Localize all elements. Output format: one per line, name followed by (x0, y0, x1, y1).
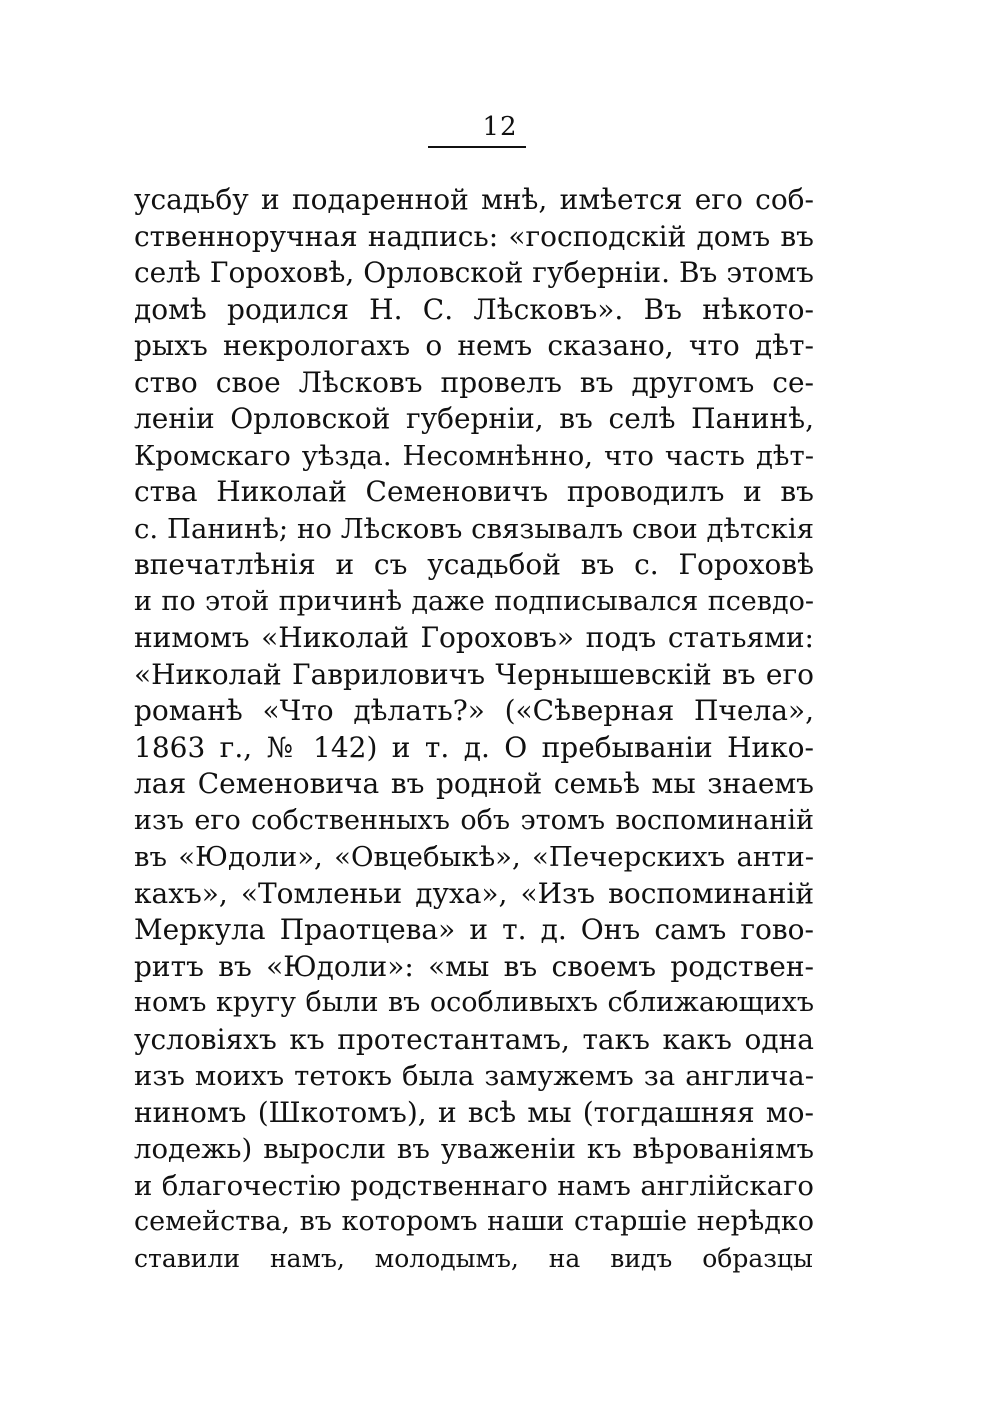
text-line: «Николай Гавриловичъ Чернышевскій въ его (134, 657, 814, 691)
text-line: и благочестію родственнаго намъ англійскаго (134, 1169, 814, 1202)
text-line: селѣ Гороховѣ, Орловской губерніи. Въ этомъ (134, 256, 814, 289)
text-line: ниномъ (Шкотомъ), и всѣ мы (тогдашняя мо- (134, 1095, 814, 1129)
text-line: условіяхъ къ протестантамъ, такъ какъ одна (134, 1022, 814, 1056)
page-number-rule (428, 146, 526, 148)
page-number: 12 (482, 112, 518, 142)
text-line: домѣ родился Н. С. Лѣсковъ». Въ нѣкото- (134, 292, 814, 326)
text-line: нимомъ «Николай Гороховъ» подъ статьями: (134, 621, 814, 654)
text-line: рыхъ некрологахъ о немъ сказано, что дѣт- (134, 329, 814, 362)
text-line: ритъ въ «Юдоли»: «мы въ своемъ родствен- (134, 949, 814, 983)
text-line: 1863 г., № 142) и т. д. О пребываніи Нико- (134, 730, 814, 764)
text-line: Меркула Праотцева» и т. д. Онъ самъ гово- (134, 913, 814, 946)
text-line: впечатлѣнія и съ усадьбой въ с. Гороховѣ (134, 548, 814, 581)
body-text (134, 182, 814, 1277)
text-line: ставили намъ, молодымъ, на видъ образцы (134, 1243, 813, 1273)
text-line: ственноручная надпись: «господскій домъ въ (134, 219, 814, 253)
text-line: лодежь) выросли въ уваженіи къ вѣрованіямъ (134, 1133, 814, 1165)
text-line: лая Семеновича въ родной семьѣ мы знаемъ (134, 767, 814, 800)
text-line: с. Панинѣ; но Лѣсковъ связывалъ свои дѣтскія (134, 512, 814, 545)
text-line: изъ моихъ тетокъ была замужемъ за англича- (134, 1060, 814, 1092)
text-line: кахъ», «Томленьи духа», «Изъ воспоминаній (134, 876, 814, 910)
text-line: и по этой причинѣ даже подписывался псевдо- (134, 585, 814, 617)
text-line: Кромскаго уѣзда. Несомнѣнно, что часть дѣт- (134, 439, 814, 472)
text-line: усадьбу и подаренной мнѣ, имѣется его соб- (134, 183, 814, 216)
text-line: ство свое Лѣсковъ провелъ въ другомъ се- (134, 365, 814, 399)
text-line: номъ кругу были въ особливыхъ сближающихъ (134, 987, 814, 1018)
text-line: въ «Юдоли», «Овцебыкѣ», «Печерскихъ анти- (134, 841, 814, 873)
text-line: леніи Орловской губерніи, въ селѣ Панинѣ, (134, 402, 814, 435)
text-line: изъ его собственныхъ объ этомъ воспоминаній (134, 804, 814, 836)
text-line: семейства, въ которомъ наши старшіе нерѣдко (134, 1206, 814, 1237)
text-line: романѣ «Что дѣлать?» («Сѣверная Пчела», (134, 694, 814, 727)
text-line: ства Николай Семеновичъ проводилъ и въ (134, 475, 814, 508)
